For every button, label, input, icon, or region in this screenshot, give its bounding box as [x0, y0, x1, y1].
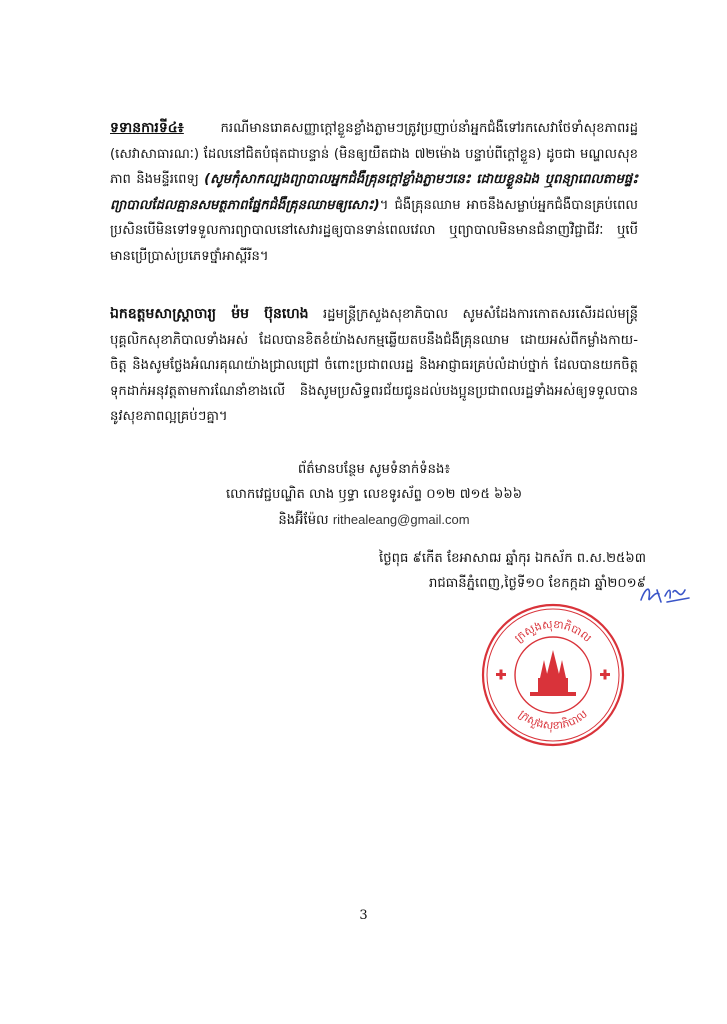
contact-email-line — [110, 507, 638, 533]
contact-heading: ព័ត៌មានបន្ថែម សូមទំនាក់ទំនង៖ — [297, 462, 451, 477]
paragraph-measure-four — [110, 116, 638, 269]
measure-four-text-b: ។ ជំងឺគ្រុនឈាម អាចនឹងសម្លាប់អ្នកជំងឺបានគ្រប់ពេល ប្រសិនបើមិនទៅទទួលការព្យាបាលនៅសេវារដ្ឋឲ្យបានទាន់ពេលវេលា ឬព្យាបាលមិនមានជំនាញវិជ្ជាជីវៈ ឬបើមានប្រើប្រាស់ប្រភេទថ្នាំអាស្ពីរីន។ — [110, 197, 638, 264]
ministry-seal — [478, 600, 628, 750]
paragraph-minister-statement — [110, 302, 638, 430]
page-number: 3 — [359, 908, 368, 923]
svg-text:ក្រសួងសុខាភិបាល — [516, 707, 590, 733]
svg-text:ក្រសួងសុខាភិបាល — [512, 618, 594, 645]
minister-statement-text: រដ្ឋមន្ត្រីក្រសួងសុខាភិបាល សូមសំដែងការកោតសរសើរដល់មន្ត្រី បុគ្គលិកសុខាភិបាលទាំងអស់ ដែលបានខិតខំយ៉ាងសកម្មឆ្លើយតបនឹងជំងឺគ្រុនឈាម ដោយអស់ពីកម្លាំងកាយ-ចិត្ត និងសូមថ្លែងអំណរគុណយ៉ាងជ្រាលជ្រៅ ចំពោះប្រជាពលរដ្ឋ និងអាជ្ញាធរគ្រប់លំដាប់ថ្នាក់ ដែលបានយកចិត្តទុកដាក់អនុវត្តតាមការណែនាំខាងលើ និងសូមប្រសិទ្ធពរជ័យជូនដល់បងប្អូនប្រជាពលរដ្ឋទាំងអស់ឲ្យទទួលបាននូវសុខភាពល្អគ្រប់ៗគ្នា។ — [110, 307, 638, 424]
measure-four-text-a: ករណីមានរោគសញ្ញាក្តៅខ្លួនខ្លាំងភ្លាមៗត្រូវប្រញាប់នាំអ្នកជំងឺទៅរកសេវាថែទាំសុខភាពរដ្ឋ (សេវាសាធារណៈ) ដែលនៅជិតបំផុតជាបន្ទាន់ (មិនឲ្យយឺតជាង ៧២ម៉ោង បន្ទាប់ពីក្តៅខ្លួន) ដូចជា មណ្ឌលសុខភាព និងមន្ទីរពេទ្យ — [110, 121, 638, 187]
minister-name: ឯកឧត្តមសាស្ត្រាចារ្យ ម៉ម ប៊ុនហេង — [110, 306, 309, 322]
measure-four-emphasis: (សូមកុំសាកល្បងព្យាបាលអ្នកជំងឺគ្រុនក្តៅខ្លាំងភ្លាមៗនេះ ដោយខ្លួនឯង ឬពន្យាពេលតាមផ្ទះ ព្យាបាលដែលគ្មានសមត្ថភាពផ្នែកជំងឺគ្រុនឈាមឲ្យសោះ) — [110, 172, 639, 213]
email-label: និងអ៊ីម៉ែល — [278, 513, 329, 528]
date-block — [336, 546, 646, 596]
seal-text-top: ក្រសួងសុខាភិបាល — [512, 617, 594, 645]
lunar-date: ថ្ងៃពុធ ៩កើត ខែអាសាឍ ឆ្នាំកុរ ឯកស័ក ព.ស.២៥៦៣ — [379, 551, 646, 566]
measure-four-heading: ទទានការទី៤៖ — [110, 120, 184, 136]
seal-text-bottom: ក្រសួងសុខាភិបាល — [516, 707, 590, 733]
contact-doctor-phone: លោកវេជ្ជបណ្ឌិត លាង ឫទ្ធា លេខទូរស័ព្ទ ០១២ ៧១៥ ៦៦៦ — [225, 487, 523, 502]
solar-date: រាជធានីភ្នំពេញ,ថ្ងៃទី១០ ខែកក្កដា ឆ្នាំ២០១៩ — [428, 576, 646, 591]
contact-block — [110, 457, 638, 533]
email-address[interactable]: rithealeang@gmail.com — [332, 512, 470, 527]
signature-mark — [637, 580, 693, 610]
